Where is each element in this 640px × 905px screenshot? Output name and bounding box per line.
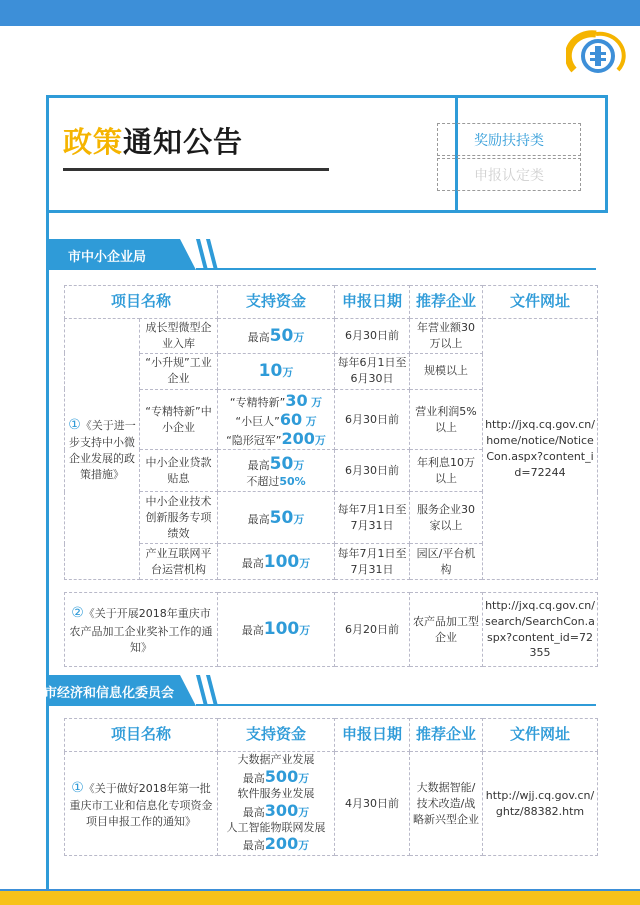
policy-name-cell: ①《关于进一步支持中小微企业发展的政策措施》 [65,319,140,580]
funding-cell: 大数据产业发展 最高500万 软件服务业发展 最高300万 人工智能物联网发展 最高200万 [218,752,335,856]
file-url-link[interactable]: http://wjj.cq.gov.cn/ghtz/88382.htm [483,752,598,856]
category-certification-button[interactable]: 申报认定类 [437,158,581,191]
funding-cell: 最高100万 [218,593,335,667]
table-row: 产业互联网平台运营机构 最高100万 每年7月1日至7月31日 园区/平台机构 [65,544,598,580]
table-row: ②《关于开展2018年重庆市农产品加工企业奖补工作的通知》 最高100万 6月20日前 农产品加工型企业 http://jxq.cq.gov.cn/search/SearchCon.aspx?content_id=72355 [65,593,598,667]
header-funding: 支持资金 [218,719,335,752]
policy-name-cell: ①《关于做好2018年第一批重庆市工业和信息化专项资金项目申报工作的通知》 [65,752,218,856]
section-tab-label: 市中小企业局 [68,250,147,265]
header-project-name: 项目名称 [65,286,218,319]
section-tab-label: 市经济和信息化委员会 [44,686,175,701]
table-row: “专精特新”中小企业 “专精特新”30 万 “小巨人”60 万 “隐形冠军”200万 6月30日前 营业利润5%以上 [65,389,598,450]
title-underline [63,168,329,171]
table-row: 中小企业贷款贴息 最高50万 不超过50% 6月30日前 年利息10万以上 [65,450,598,492]
table-row: ①《关于进一步支持中小微企业发展的政策措施》 成长型微型企业入库 最高50万 6月30日前 年营业额30万以上 http://jxq.cq.gov.cn/home/notice/NoticeCon.aspx?content_id=72244 [65,319,598,354]
policy-table-econ [64,718,598,856]
policy-name-cell: ②《关于开展2018年重庆市农产品加工企业奖补工作的通知》 [65,593,218,667]
header-deadline: 申报日期 [335,286,410,319]
header-recommended: 推荐企业 [410,286,483,319]
header-project-name: 项目名称 [65,719,218,752]
file-url-link[interactable]: http://jxq.cq.gov.cn/home/notice/NoticeCon.aspx?content_id=72244 [483,319,598,580]
funding-cell: 10万 [218,353,335,389]
section-tab-sme-bureau [46,239,596,270]
header-deadline: 申报日期 [335,719,410,752]
funding-cell: 最高50万 [218,319,335,354]
funding-cell: 最高50万 [218,492,335,544]
table-header-row [65,719,598,752]
title-box [46,95,608,213]
header-file-url: 文件网址 [483,719,598,752]
policy-table-agri [64,592,598,667]
table-header-row [65,286,598,319]
section-tab-econ-committee [46,675,596,706]
header-recommended: 推荐企业 [410,719,483,752]
policy-table-sme [64,285,598,580]
page-title: 政策通知公告 [63,125,244,159]
category-reward-button[interactable]: 奖励扶持类 [437,123,581,156]
table-row: “小升规”工业企业 10万 每年6月1日至6月30日 规模以上 [65,353,598,389]
top-banner-bar [0,0,640,26]
funding-cell: 最高50万 不超过50% [218,450,335,492]
table-row: ①《关于做好2018年第一批重庆市工业和信息化专项资金项目申报工作的通知》 大数据产业发展 最高500万 软件服务业发展 最高300万 人工智能物联网发展 最高200万 4月30日前 大数据智能/技术改造/战略新兴型企业 http://wjj.cq.gov.cn/ghtz/88382.htm [65,752,598,856]
logo-emblem-icon [566,30,626,80]
table-row: 中小企业技术创新服务专项绩效 最高50万 每年7月1日至7月31日 服务企业30家以上 [65,492,598,544]
left-rail [46,212,49,889]
file-url-link[interactable]: http://jxq.cq.gov.cn/search/SearchCon.aspx?content_id=72355 [483,593,598,667]
bottom-banner-bar [0,891,640,905]
header-file-url: 文件网址 [483,286,598,319]
funding-cell: “专精特新”30 万 “小巨人”60 万 “隐形冠军”200万 [218,389,335,450]
header-funding: 支持资金 [218,286,335,319]
funding-cell: 最高100万 [218,544,335,580]
